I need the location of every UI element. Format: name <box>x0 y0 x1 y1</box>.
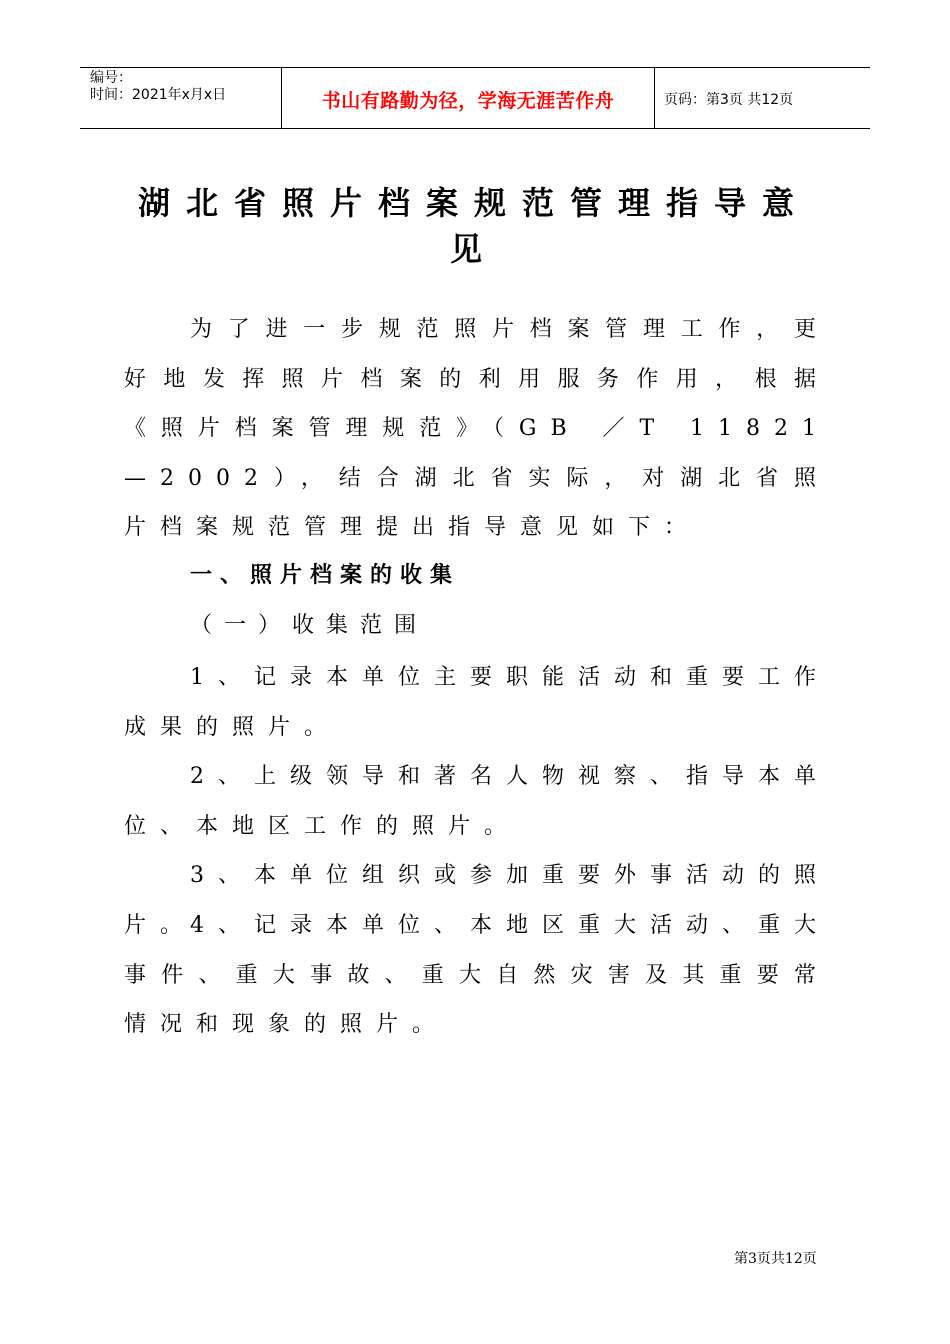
header-divider <box>654 68 655 128</box>
intro-paragraph: 为了进一步规范照片档案管理工作，更好地发挥照片档案的利用服务作用，根据《照片档案管理规范》（GB ／T 11821—2002），结合湖北省实际，对湖北省照片档案规范管理提出指导意见如下： <box>124 317 830 541</box>
list-item: 3、本单位组织或参加重要外事活动的照片。 <box>124 863 830 938</box>
section-heading: 一、照片档案的收集 <box>190 563 461 588</box>
document-title: 湖北省照片档案规范管理指导意见 <box>137 184 810 268</box>
list-item: 1、记录本单位主要职能活动和重要工作成果的照片。 <box>124 665 830 740</box>
list-item: 4、记录本单位、本地区重大活动、重大事件、重大事故、重大自然灾害及其重要常情况和现象的照片。 <box>124 913 830 1038</box>
list-item: 2、上级领导和著名人物视察、指导本单位、本地区工作的照片。 <box>124 764 830 839</box>
subsection-heading: （一）收集范围 <box>190 613 429 638</box>
header-number-label: 编号： <box>90 70 132 86</box>
page-header <box>80 67 870 129</box>
header-motto: 书山有路勤为径，学海无涯苦作舟 <box>321 90 615 112</box>
page-footer: 第3页共12页 <box>734 1251 817 1267</box>
header-time-label: 时间：2021年x月x日 <box>90 87 227 103</box>
header-page-info: 页码：第3页 共12页 <box>664 92 794 108</box>
header-meta <box>90 70 280 104</box>
